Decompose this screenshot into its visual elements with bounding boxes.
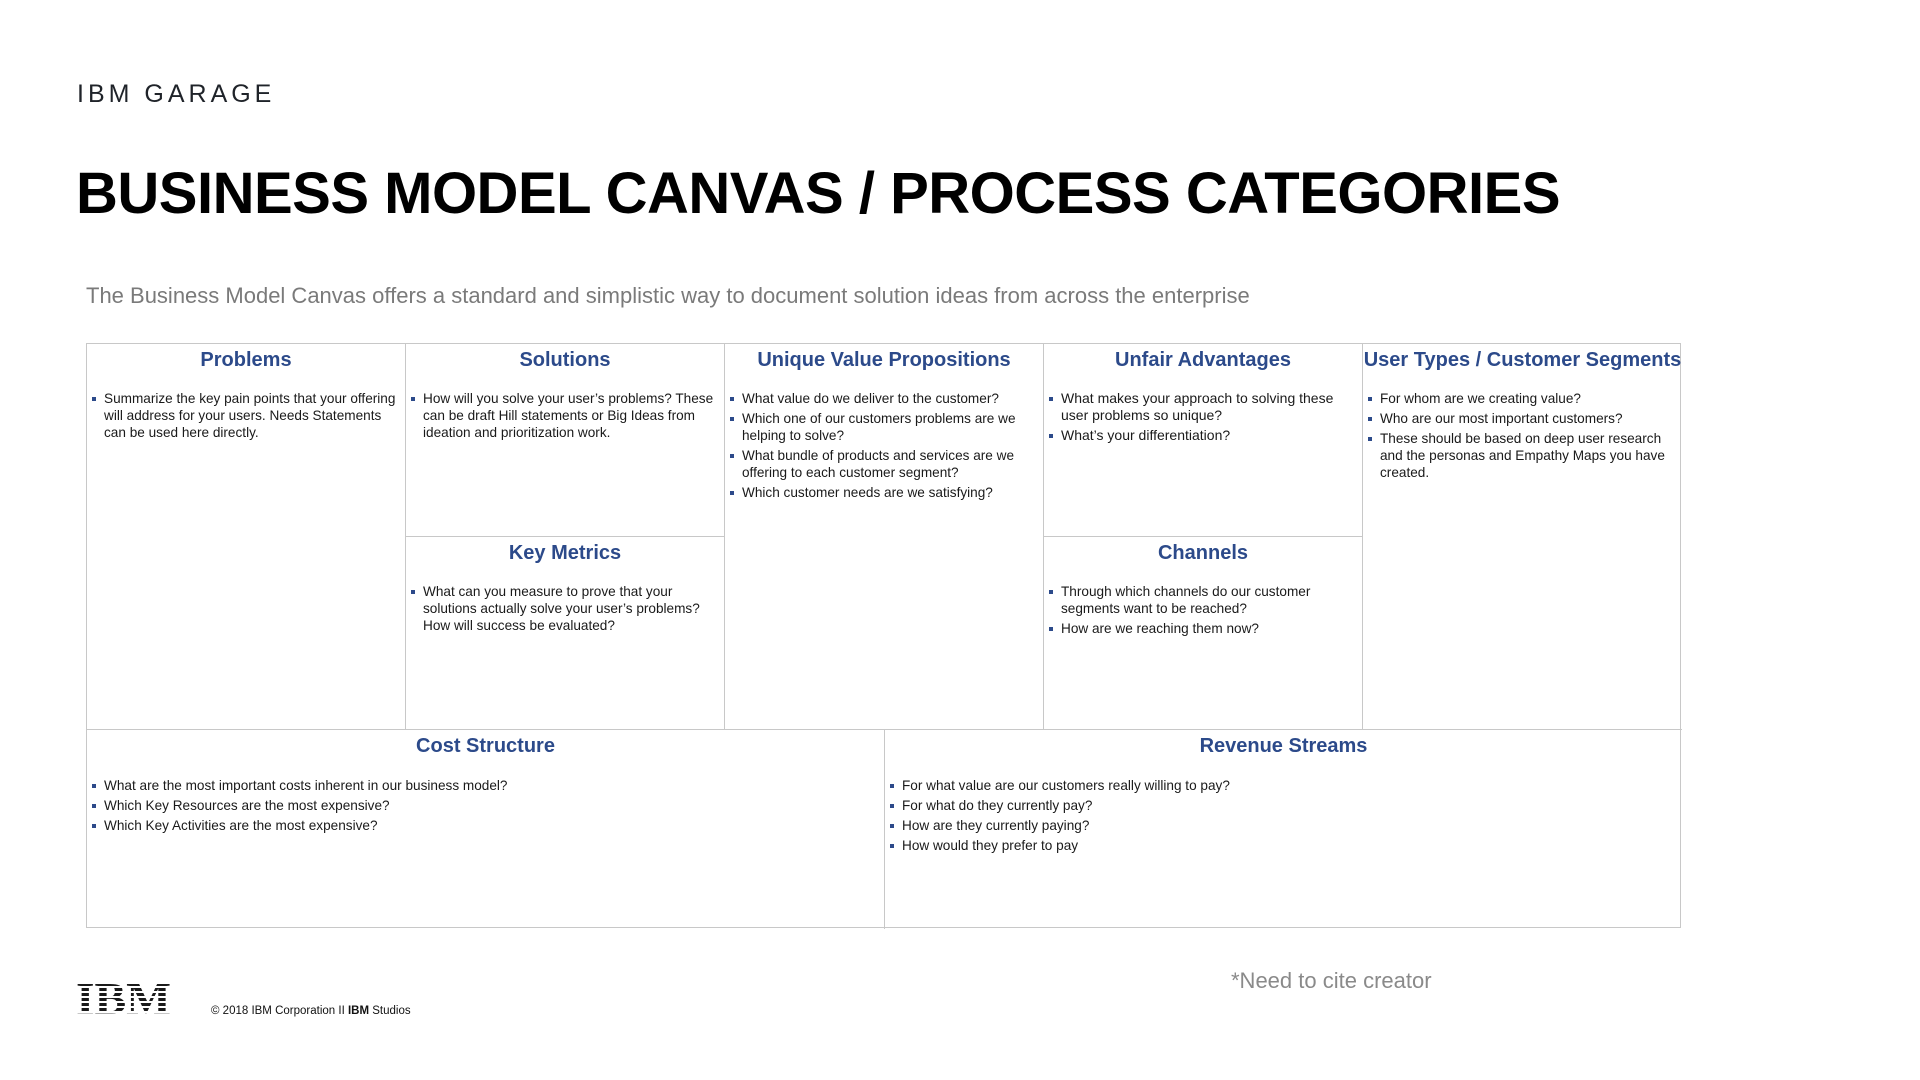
page-subtitle: The Business Model Canvas offers a standard and simplistic way to document solution ideas from across the enterprise — [86, 283, 1250, 308]
list-item: What bundle of products and services are we offering to each customer segment? — [742, 447, 1039, 481]
list-item: For what value are our customers really willing to pay? — [902, 777, 1678, 794]
channels-list — [1044, 583, 1362, 637]
key-metrics-title: Key Metrics — [508, 542, 622, 564]
copyright-line — [211, 1005, 411, 1017]
unique-value-propositions-block — [725, 344, 1044, 730]
business-model-canvas — [86, 343, 1681, 928]
uvp-title: Unique Value Propositions — [757, 349, 1011, 371]
list-item: Who are our most important customers? — [1380, 410, 1678, 427]
list-item: How would they prefer to pay — [902, 837, 1678, 854]
copyright-suffix: Studios — [369, 1005, 411, 1017]
list-item: Which Key Resources are the most expensive? — [104, 797, 880, 814]
list-item: Which one of our customers problems are we helping to solve? — [742, 410, 1039, 444]
unfair-advantages-title: Unfair Advantages — [1115, 349, 1291, 371]
solutions-list — [406, 390, 724, 441]
channels-title: Channels — [1157, 542, 1249, 564]
list-item: What value do we deliver to the customer? — [742, 390, 1039, 407]
list-item: What are the most important costs inherent in our business model? — [104, 777, 880, 794]
revenue-streams-list — [885, 777, 1682, 854]
list-item: For what do they currently pay? — [902, 797, 1678, 814]
copyright-prefix: © 2018 IBM Corporation II — [211, 1005, 348, 1017]
list-item: How are they currently paying? — [902, 817, 1678, 834]
copyright-brand: IBM — [347, 1005, 370, 1017]
key-metrics-list — [406, 583, 724, 634]
cost-structure-block — [87, 730, 885, 929]
list-item: For whom are we creating value? — [1380, 390, 1678, 407]
page-title: BUSINESS MODEL CANVAS / PROCESS CATEGORIES — [76, 161, 1560, 226]
list-item: How are we reaching them now? — [1061, 620, 1358, 637]
list-item: How will you solve your user’s problems? These can be draft Hill statements or Big Ideas from ideation and prioritization work. — [423, 390, 720, 441]
cite-note: *Need to cite creator — [1231, 968, 1432, 993]
unfair-advantages-block — [1044, 344, 1363, 537]
brand-label: IBM GARAGE — [77, 80, 276, 108]
channels-block — [1044, 537, 1363, 730]
user-types-block — [1363, 344, 1682, 730]
list-item: Summarize the key pain points that your offering will address for your users. Needs Statements can be used here directly. — [104, 390, 401, 441]
unfair-advantages-list — [1044, 390, 1362, 444]
problems-block — [87, 344, 406, 730]
solutions-title: Solutions — [519, 349, 611, 371]
cost-structure-title: Cost Structure — [416, 735, 555, 757]
list-item: Through which channels do our customer segments want to be reached? — [1061, 583, 1358, 617]
user-types-list — [1363, 390, 1682, 481]
user-types-title: User Types / Customer Segments — [1363, 349, 1682, 371]
key-metrics-block — [406, 537, 725, 730]
revenue-streams-block — [885, 730, 1682, 929]
list-item: These should be based on deep user research and the personas and Empathy Maps you have created. — [1380, 430, 1678, 481]
cost-structure-list — [87, 777, 884, 834]
list-item: Which Key Activities are the most expensive? — [104, 817, 880, 834]
list-item: What makes your approach to solving these user problems so unique? — [1061, 390, 1358, 424]
revenue-streams-title: Revenue Streams — [1199, 735, 1368, 757]
list-item: Which customer needs are we satisfying? — [742, 484, 1039, 501]
problems-list — [87, 390, 405, 441]
list-item: What can you measure to prove that your solutions actually solve your user’s problems? How will success be evaluated? — [423, 583, 720, 634]
solutions-block — [406, 344, 725, 537]
problems-title: Problems — [200, 349, 292, 371]
ibm-logo-icon: IBM — [76, 978, 171, 1016]
uvp-list — [725, 390, 1043, 501]
list-item: What’s your differentiation? — [1061, 427, 1358, 444]
